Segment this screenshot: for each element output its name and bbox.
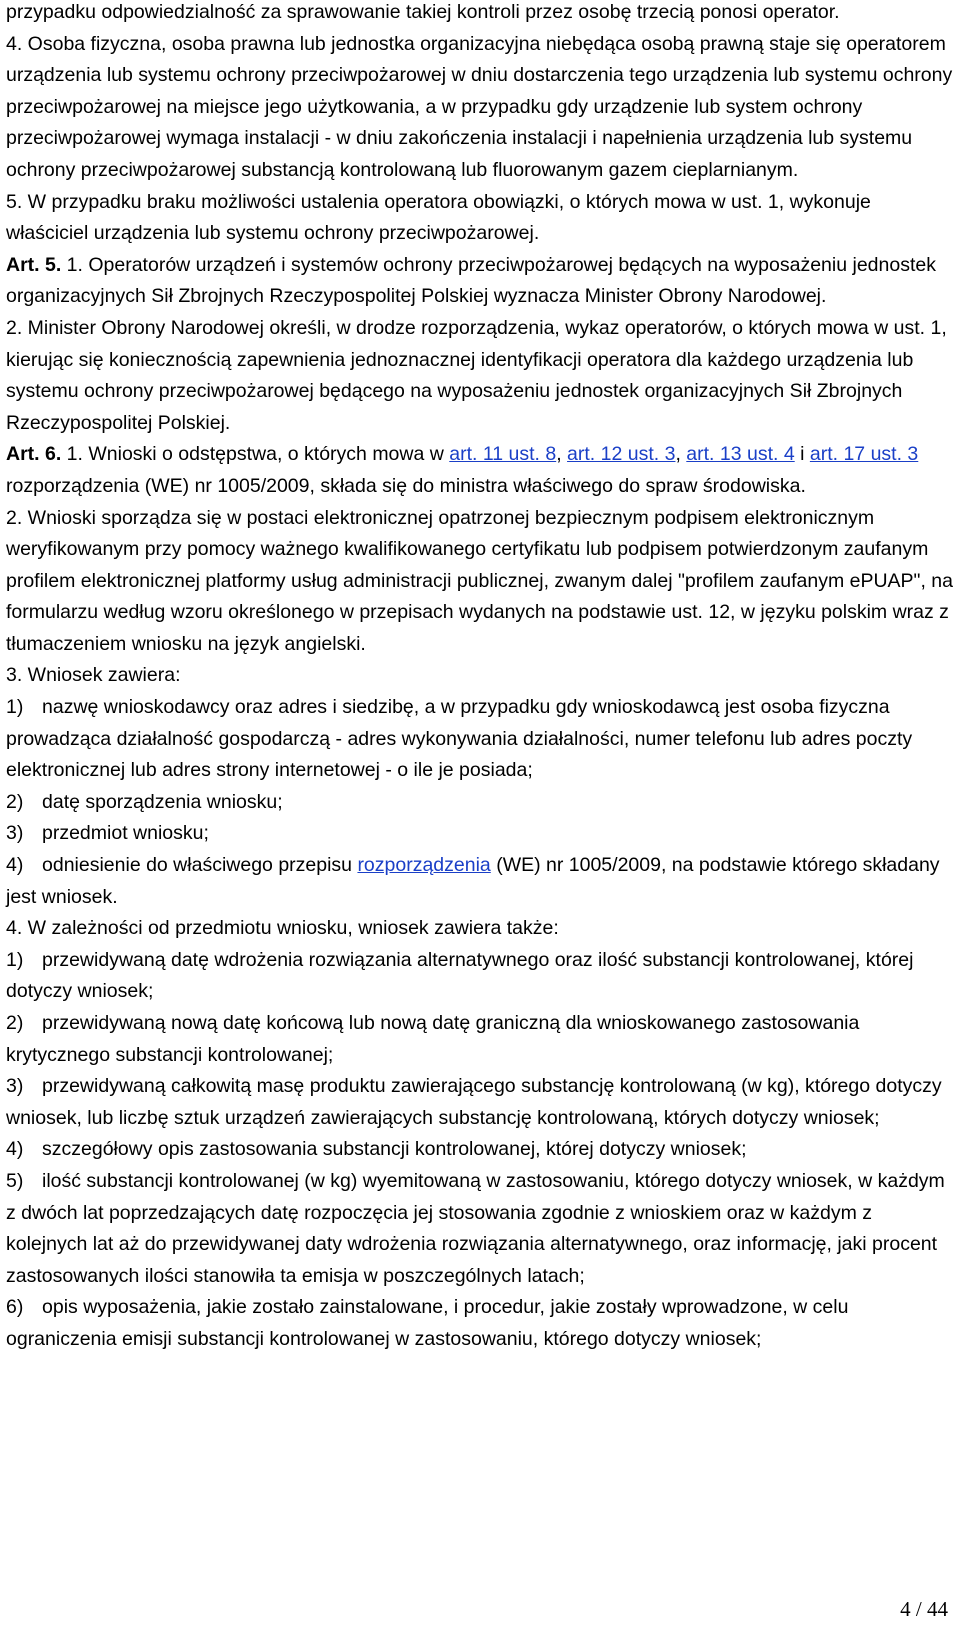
- list-item: [6, 1071, 954, 1134]
- list-text: przedmiot wniosku;: [42, 822, 209, 845]
- list-text: ilość substancji kontrolowanej (w kg) wyemitowaną w zastosowaniu, którego dotyczy wniosek, w każdym z dwóch lat poprzedzających datę rozpoczęcia jej stosowania zgodnie z wnioskiem oraz w każdym z kolejnych lat aż do przewidywanej daty wdrożenia rozwiązania alternatywnego, oraz informację, jaki procent zastosowanych ilości stanowiła ta emisja w poszczególnych latach;: [6, 1169, 945, 1287]
- list-text: (WE) nr 1005/2009, na podstawie którego składany jest wniosek.: [6, 854, 940, 908]
- art6-paragraph-2: 2. Wnioski sporządza się w postaci elektronicznej opatrzonej bezpiecznym podpisem elektronicznym weryfikowanym przy pomocy ważnego kwalifikowanego certyfikatu lub podpisem potwierdzonym zaufanym profilem elektronicznej platformy usług administracji publicznej, zwanym dalej "profilem zaufanym ePUAP", na formularzu według wzoru określonego w przepisach wydanych na podstawie ust. 12, w języku polskim wraz z tłumaczeniem wniosku na język angielski.: [6, 506, 953, 655]
- art6-p1-text-b: rozporządzenia (WE) nr 1005/2009, składa się do ministra właściwego do spraw środowiska.: [6, 474, 806, 497]
- list-item: [6, 945, 954, 1008]
- list-number: 5): [6, 1169, 24, 1192]
- link-art-11-ust-8[interactable]: art. 11 ust. 8: [449, 443, 557, 466]
- list-item: [6, 1008, 954, 1071]
- list-item: [6, 787, 954, 819]
- document-body: [6, 0, 954, 1356]
- list-number: 2): [6, 790, 24, 813]
- separator: ,: [675, 443, 687, 466]
- list-text: opis wyposażenia, jakie zostało zainstalowane, i procedur, jakie zostały wprowadzone, w celu ograniczenia emisji substancji kontrolowanej w zastosowaniu, którego dotyczy wniosek;: [6, 1296, 849, 1350]
- list-text: nazwę wnioskodawcy oraz adres i siedzibę, a w przypadku gdy wnioskodawcą jest osoba fizyczna prowadząca działalność gospodarczą - adres wykonywania działalności, numer telefonu lub adres poczty elektronicznej lub adres strony internetowej - o ile je posiada;: [6, 696, 913, 782]
- separator: i: [794, 443, 810, 466]
- list-text: przewidywaną całkowitą masę produktu zawierającego substancję kontrolowaną (w kg), którego dotyczy wniosek, lub liczbę sztuk urządzeń zawierających substancję kontrolowaną, których dotyczy wniosek;: [6, 1075, 942, 1129]
- art6-paragraph-1: [6, 439, 954, 502]
- link-rozporzadzenia[interactable]: rozporządzenia: [357, 854, 491, 877]
- art6-paragraph-3: 3. Wniosek zawiera:: [6, 664, 181, 687]
- list-item: [6, 818, 954, 850]
- list-item: [6, 1292, 954, 1355]
- list-text: przewidywaną datę wdrożenia rozwiązania alternatywnego oraz ilość substancji kontrolowanej, której dotyczy wniosek;: [6, 948, 914, 1003]
- separator: ,: [556, 443, 568, 466]
- list-number: 1): [6, 948, 24, 971]
- paragraph-continuation: przypadku odpowiedzialność za sprawowanie takiej kontroli przez osobę trzecią ponosi operator.: [6, 1, 840, 23]
- art5-paragraph-2: 2. Minister Obrony Narodowej określi, w drodze rozporządzenia, wykaz operatorów, o których mowa w ust. 1, kierując się koniecznością zapewnienia jednoznacznej identyfikacji operatora dla każdego urządzenia lub systemu ochrony przeciwpożarowej będącego na wyposażeniu jednostek organizacyjnych Sił Zbrojnych Rzeczypospolitej Polskiej.: [6, 316, 947, 434]
- list-item: [6, 850, 954, 913]
- link-art-17-ust-3[interactable]: art. 17 ust. 3: [809, 443, 919, 466]
- list-text: datę sporządzenia wniosku;: [42, 790, 283, 813]
- paragraph-5: 5. W przypadku braku możliwości ustalenia operatora obowiązki, o których mowa w ust. 1, wykonuje właściciel urządzenia lub systemu ochrony przeciwpożarowej.: [6, 190, 871, 245]
- list-number: 4): [6, 854, 24, 877]
- art5-paragraph-1: [6, 250, 954, 313]
- list-text: szczegółowy opis zastosowania substancji kontrolowanej, której dotyczy wniosek;: [42, 1138, 747, 1161]
- art6-label: Art. 6.: [6, 443, 62, 466]
- list-number: 4): [6, 1138, 24, 1161]
- art5-p1-text: 1. Operatorów urządzeń i systemów ochrony przeciwpożarowej będących na wyposażeniu jednostek organizacyjnych Sił Zbrojnych Rzeczypospolitej Polskiej wyznacza Minister Obrony Narodowej.: [6, 253, 936, 308]
- page-number: 4 / 44: [900, 1597, 948, 1621]
- art5-label: Art. 5.: [6, 253, 62, 276]
- list-item: [6, 1134, 954, 1166]
- list-text: odniesienie do właściwego przepisu: [42, 854, 358, 877]
- link-art-13-ust-4[interactable]: art. 13 ust. 4: [686, 443, 795, 466]
- list-number: 2): [6, 1012, 24, 1034]
- paragraph-4: 4. Osoba fizyczna, osoba prawna lub jednostka organizacyjna niebędąca osobą prawną staje się operatorem urządzenia lub systemu ochrony przeciwpożarowej w dniu dostarczenia tego urządzenia lub systemu ochrony przeciwpożarowej na miejsce jego użytkowania, a w przypadku gdy urządzenie lub system ochrony przeciwpożarowej wymaga instalacji - w dniu zakończenia instalacji i napełnienia urządzenia lub systemu ochrony przeciwpożarowej substancją kontrolowaną lub fluorowanym gazem cieplarnianym.: [6, 32, 953, 181]
- list-number: 3): [6, 822, 24, 845]
- list-number: 3): [6, 1075, 24, 1098]
- list-number: 6): [6, 1296, 24, 1319]
- list-text: przewidywaną nową datę końcową lub nową datę graniczną dla wnioskowanego zastosowania krytycznego substancji kontrolowanej;: [6, 1012, 860, 1066]
- list-number: 1): [6, 696, 24, 719]
- list-item: [6, 692, 954, 787]
- link-art-12-ust-3[interactable]: art. 12 ust. 3: [567, 443, 676, 466]
- art6-p1-text-a: 1. Wnioski o odstępstwa, o których mowa w: [61, 443, 450, 466]
- list-item: [6, 1166, 954, 1292]
- art6-paragraph-4: 4. W zależności od przedmiotu wniosku, wniosek zawiera także:: [6, 917, 559, 940]
